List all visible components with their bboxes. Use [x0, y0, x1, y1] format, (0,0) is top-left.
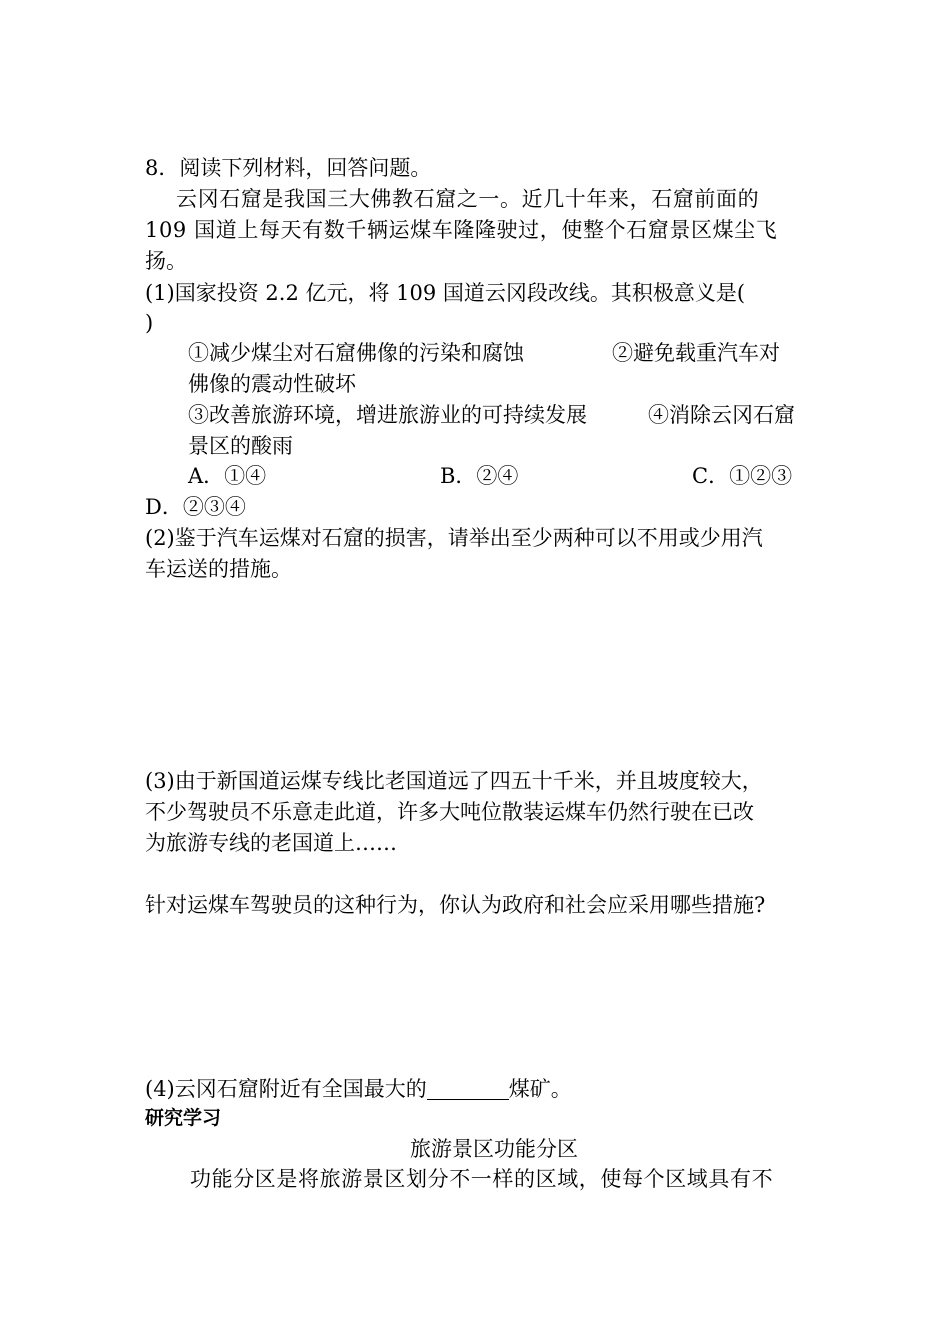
- q1-option-4-end: 景区的酸雨: [188, 434, 293, 458]
- q3-line-1: (3)由于新国道运煤专线比老国道远了四五十千米，并且坡度较大，: [145, 769, 763, 793]
- q1-option-1: ①减少煤尘对石窟佛像的污染和腐蚀: [188, 341, 524, 365]
- q1-choice-a: A．①④: [188, 464, 267, 488]
- q3-line-2: 不少驾驶员不乐意走此道，许多大吨位散装运煤车仍然行驶在已改: [145, 800, 754, 824]
- research-title: 旅游景区功能分区: [410, 1137, 578, 1161]
- q1-stem-line-2: ): [145, 311, 154, 335]
- q1-stem-line-1: (1)国家投资 2.2 亿元，将 109 国道云冈段改线。其积极意义是(: [145, 281, 746, 305]
- q4-suffix: 煤矿。: [508, 1077, 572, 1101]
- q4-line: [145, 1079, 572, 1100]
- q1-choice-d: D．②③④: [145, 495, 246, 519]
- question-heading: 8．阅读下列材料，回答问题。: [145, 156, 432, 180]
- material-line-2: 109 国道上每天有数千辆运煤车隆隆驶过，使整个石窟景区煤尘飞: [145, 218, 778, 242]
- q3-question: 针对运煤车驾驶员的这种行为，你认为政府和社会应采用哪些措施?: [145, 893, 766, 917]
- q1-choice-c: C．①②③: [692, 464, 793, 488]
- material-line-3: 扬。: [145, 249, 187, 273]
- q1-choice-b: B．②④: [440, 464, 519, 488]
- q4-prefix: (4)云冈石窟附近有全国最大的: [145, 1077, 427, 1101]
- research-heading: 研究学习: [145, 1107, 222, 1129]
- q3-line-3: 为旅游专线的老国道上……: [145, 831, 397, 855]
- q1-option-3: ③改善旅游环境，增进旅游业的可持续发展: [188, 403, 587, 427]
- q4-answer-blank[interactable]: [427, 1081, 509, 1100]
- q2-line-2: 车运送的措施。: [145, 557, 292, 581]
- research-paragraph-line-1: 功能分区是将旅游景区划分不一样的区域，使每个区域具有不: [190, 1167, 774, 1191]
- q1-option-2-start: ②避免载重汽车对: [612, 341, 780, 365]
- material-line-1: 云冈石窟是我国三大佛教石窟之一。近几十年来，石窟前面的: [176, 187, 760, 211]
- q2-line-1: (2)鉴于汽车运煤对石窟的损害，请举出至少两种可以不用或少用汽: [145, 526, 763, 550]
- q1-option-4-start: ④消除云冈石窟: [648, 403, 795, 427]
- q1-option-2-end: 佛像的震动性破坏: [188, 372, 356, 396]
